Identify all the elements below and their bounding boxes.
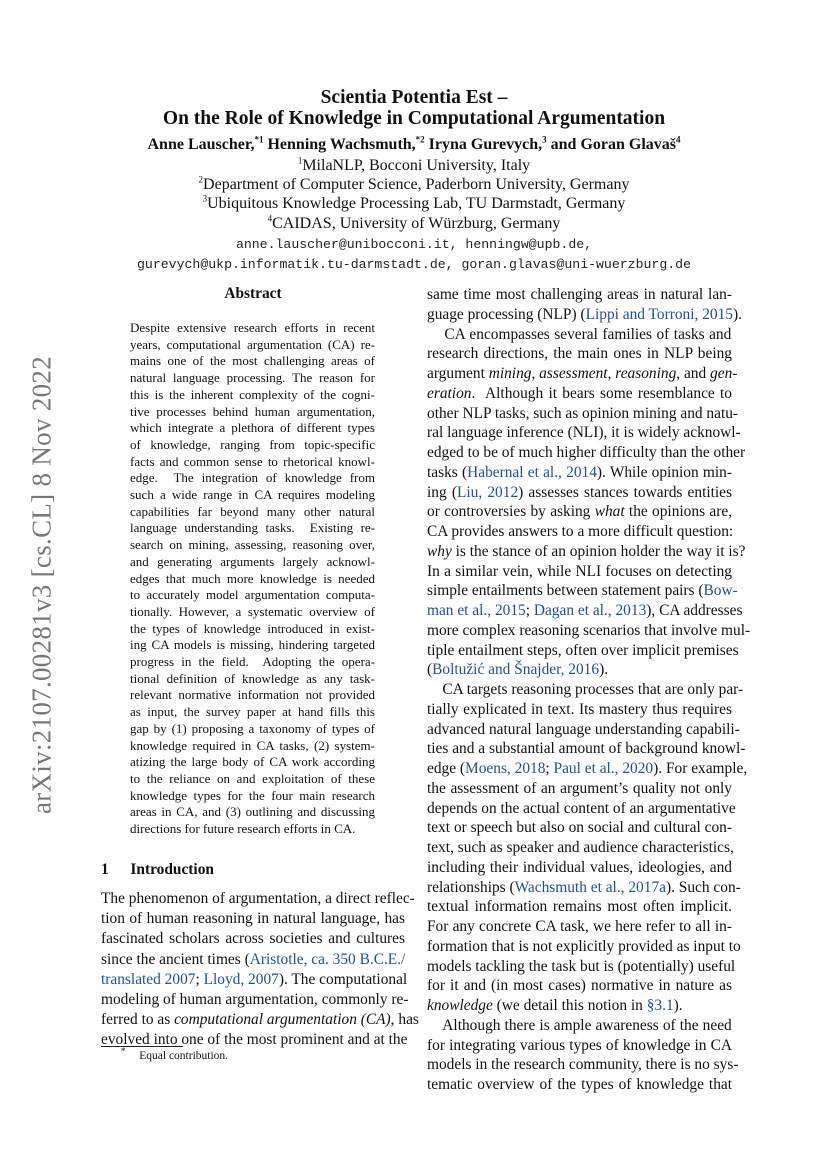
section-heading-introduction — [101, 861, 214, 879]
text-line — [130, 687, 375, 703]
text-run: ). While opinion min- — [596, 463, 732, 481]
text-line — [427, 642, 739, 660]
text-line — [130, 387, 375, 403]
footnote-text: Equal contribution. — [139, 1050, 229, 1062]
text-run: ). Such con- — [665, 878, 741, 896]
text-line — [101, 890, 415, 908]
citation-link[interactable]: Aristotle, ca. 350 B.C.E./ — [249, 950, 406, 968]
text-run: natural language processing. The reason for — [130, 370, 375, 386]
section-title: Introduction — [130, 861, 214, 878]
emphasized-text: knowledge — [427, 997, 493, 1014]
text-run: gap by (1) proposing a taxonomy of types of — [130, 720, 375, 736]
text-line — [427, 464, 732, 482]
text-run: models tackling the task but is (potentially) useful — [427, 957, 736, 975]
text-run: tiple entailment steps, often over implicit premises — [427, 641, 739, 659]
text-line — [130, 470, 375, 486]
text-line — [427, 326, 731, 344]
emphasized-text: mining — [488, 365, 532, 382]
text-run: modeling of human argumentation, commonly re- — [101, 991, 409, 1008]
text-line — [427, 582, 738, 600]
text-run: , — [531, 365, 540, 382]
text-line — [427, 740, 745, 758]
text-line — [427, 385, 732, 403]
text-run: directions for future research efforts in CA. — [130, 821, 356, 836]
text-line — [101, 991, 408, 1009]
text-run: In a similar vein, while NLI focuses on detecting — [427, 562, 732, 580]
text-line — [101, 930, 405, 948]
text-line — [427, 819, 732, 837]
text-run: ; — [195, 970, 204, 988]
text-line — [427, 484, 732, 502]
text-line — [427, 345, 732, 363]
text-line — [130, 404, 375, 420]
text-line — [427, 918, 732, 936]
text-run: ral language inference (NLI), it is widely acknowl- — [427, 424, 741, 442]
text-line — [427, 958, 735, 976]
text-run: is the stance of an opinion holder the way it is? — [451, 542, 746, 560]
text-run: since the ancient times ( — [101, 950, 250, 968]
text-run: advanced natural language understanding capabili- — [427, 720, 740, 738]
citation-link[interactable]: Lloyd, 2007 — [203, 970, 279, 988]
text-run: for integrating various types of knowledge in CA — [427, 1036, 732, 1054]
text-run: edge ( — [427, 760, 466, 777]
affiliation-text: MilaNLP, Bocconi University, Italy — [302, 157, 531, 174]
citation-link[interactable]: Paul et al., 2020 — [553, 760, 654, 777]
text-run: capabilities far beyond many other natural — [130, 503, 375, 519]
text-run: evolved into one of the most prominent and at the — [101, 1031, 408, 1049]
text-run: edge. The integration of knowledge from — [130, 470, 375, 486]
citation-link[interactable]: translated 2007 — [101, 970, 196, 988]
text-run: including their individual values, ideologies, and — [427, 858, 732, 876]
text-line — [427, 286, 732, 304]
affiliation-3 — [0, 195, 828, 213]
text-line — [427, 721, 740, 739]
text-run: , and — [676, 365, 711, 382]
text-line — [427, 405, 738, 423]
text-line — [130, 637, 375, 653]
text-run: fascinated scholars across societies and cultures — [101, 930, 405, 948]
text-line — [130, 821, 355, 837]
text-run: or controversies by asking — [427, 503, 595, 521]
text-run: argument — [427, 365, 489, 382]
author-name: and Goran Glavaš — [546, 136, 677, 153]
author-affiliation-marker: *2 — [415, 134, 425, 145]
footnote-rule — [101, 1046, 183, 1047]
text-run: CA provides answers to a more difficult question: — [427, 523, 734, 540]
text-run: the types of knowledge introduced in exist- — [130, 620, 375, 636]
text-line — [427, 424, 741, 442]
text-run: tasks ( — [427, 463, 468, 481]
citation-link[interactable]: Habernal et al., 2014 — [467, 463, 597, 481]
text-line — [427, 661, 608, 679]
text-line — [130, 454, 375, 470]
text-line — [130, 654, 375, 670]
emphasized-text: eration — [427, 384, 472, 402]
text-line — [427, 898, 732, 916]
text-run: of knowledge, ranging from topic-specific — [130, 436, 375, 452]
text-run: ing CA models is missing, hindering targeted — [130, 637, 375, 653]
text-line — [130, 604, 375, 620]
text-run: guage processing (NLP) ( — [427, 305, 586, 323]
text-line — [427, 1076, 732, 1094]
text-run: ferred to as — [101, 1011, 175, 1029]
author-list — [0, 136, 828, 154]
text-run: areas in CA, and (3) outlining and discussing — [130, 804, 375, 820]
text-run: to the reliance on and exploitation of these — [130, 770, 375, 786]
text-run: Despite extensive research efforts in recent — [130, 320, 375, 335]
text-run: ), CA addresses — [646, 602, 743, 619]
text-line — [427, 701, 732, 719]
text-run: as input, the survey paper at hand fills this — [130, 704, 375, 720]
text-run: and generating arguments largely acknowl- — [130, 553, 375, 569]
text-line — [427, 780, 732, 798]
emphasized-text: assessment — [539, 365, 608, 382]
text-line — [427, 839, 734, 857]
affiliation-marker: 4 — [267, 213, 273, 224]
affiliation-2 — [0, 176, 828, 194]
text-line — [427, 563, 732, 581]
text-run: progress in the field. Adopting the opera- — [130, 654, 375, 669]
text-run: ties and a substantial amount of background knowl- — [427, 740, 746, 758]
emphasized-text: gen- — [710, 365, 738, 382]
paper-title-line-1: Scientia Potentia Est – — [320, 87, 508, 108]
text-line — [130, 804, 375, 820]
text-line — [427, 444, 745, 462]
citation-link[interactable]: Wachsmuth et al., 2017a — [514, 878, 666, 896]
citation-link[interactable]: Boltužić and Šnajder, 2016 — [432, 661, 600, 679]
text-run: search on mining, assessing, reasoning over, — [130, 537, 375, 553]
text-line — [427, 800, 736, 818]
affiliation-text: Department of Computer Science, Paderborn University, Germany — [203, 176, 630, 193]
text-run: same time most challenging areas in natural lan- — [427, 286, 732, 303]
citation-link[interactable]: §3.1 — [646, 997, 674, 1014]
text-line — [130, 504, 375, 520]
text-run: ( — [427, 661, 433, 679]
text-run: CA targets reasoning processes that are only par- — [427, 681, 744, 698]
text-line — [130, 353, 375, 369]
text-run: textual information remains most often implicit. — [427, 898, 732, 916]
text-line — [427, 306, 742, 324]
text-line — [427, 938, 741, 956]
text-run: depends on the actual content of an argumentative — [427, 799, 736, 817]
text-run: text or speech but also on social and cultural con- — [427, 819, 732, 837]
text-run: ). The computational — [278, 970, 408, 988]
text-line — [130, 554, 375, 570]
text-run: , — [607, 365, 616, 382]
text-line — [130, 754, 375, 770]
text-run: tion of human reasoning in natural language, has — [101, 910, 405, 928]
text-line — [101, 910, 405, 928]
text-run: formation that is not explicitly provided as input to — [427, 937, 741, 955]
text-run: knowledge required in CA tasks, (2) system- — [130, 737, 375, 753]
text-run: The phenomenon of argumentation, a direct reflec- — [101, 890, 415, 907]
text-line — [427, 1037, 732, 1055]
text-run: simple entailments between statement pairs ( — [427, 582, 704, 600]
author-affiliation-marker: 3 — [542, 134, 547, 145]
text-run: language understanding tasks. Existing re- — [130, 520, 375, 536]
footnote-marker: * — [121, 1046, 126, 1057]
text-run: Although there is ample awareness of the need — [427, 1016, 732, 1034]
text-line — [130, 520, 375, 536]
text-run: For any concrete CA task, we here refer to all in- — [427, 918, 732, 935]
affiliation-marker: 3 — [202, 193, 208, 204]
text-line — [130, 437, 375, 453]
author-name: Henning Wachsmuth, — [263, 136, 416, 153]
text-run: facts and common sense to rhetorical knowl- — [130, 453, 375, 469]
text-line — [130, 738, 375, 754]
affiliation-4 — [0, 215, 828, 233]
emphasized-text: computational argumentation (CA) — [174, 1011, 391, 1029]
text-line — [427, 622, 750, 640]
citation-link[interactable]: Bow- — [703, 582, 738, 600]
text-run: more complex reasoning scenarios that involve mul- — [427, 621, 751, 639]
text-line — [130, 621, 375, 637]
text-line — [130, 320, 375, 336]
affiliation-marker: 1 — [297, 155, 303, 166]
citation-link[interactable]: man et al., 2015 — [427, 602, 526, 619]
text-run: mains one of the most challenging areas of — [130, 353, 375, 369]
text-run: ; — [545, 760, 554, 777]
text-run: research directions, the main ones in NLP being — [427, 345, 732, 363]
citation-link[interactable]: Moens, 2018 — [465, 760, 546, 777]
text-line — [427, 760, 747, 778]
text-run: tially explicated in text. Its mastery thus requires — [427, 700, 732, 718]
text-line — [427, 681, 743, 699]
affiliation-marker: 2 — [198, 174, 204, 185]
text-run: atizing the large body of CA work according — [130, 754, 375, 770]
author-affiliation-marker: *1 — [254, 134, 264, 145]
text-line — [427, 1056, 738, 1074]
text-line — [130, 370, 375, 386]
text-line — [130, 587, 375, 603]
footnote — [121, 1046, 229, 1062]
citation-link[interactable]: Lippi and Torroni, 2015 — [585, 305, 733, 323]
text-run: edged to be of much higher difficulty than the other — [427, 444, 746, 461]
text-run: the assessment of an argument’s quality not only — [427, 779, 732, 797]
text-run: models in the research community, there is no sys- — [427, 1056, 739, 1074]
abstract-heading: Abstract — [224, 285, 282, 302]
paper-title-line-2: On the Role of Knowledge in Computational Argumentation — [162, 108, 666, 129]
text-run: ing ( — [427, 483, 457, 501]
text-run: ). — [599, 661, 609, 679]
text-run: for it and (in most cases) normative in nature as — [427, 977, 732, 995]
text-run: this is the inherent complexity of the cogni- — [130, 386, 375, 402]
email-line-2: gurevych@ukp.informatik.tu-darmstadt.de, goran.glavas@uni-wuerzburg.de — [137, 257, 691, 272]
text-line — [130, 771, 375, 787]
affiliation-text: Ubiquitous Knowledge Processing Lab, TU Darmstadt, Germany — [207, 195, 626, 212]
text-line — [427, 365, 737, 383]
text-run: ). — [673, 997, 683, 1014]
affiliation-text: CAIDAS, University of Würzburg, Germany — [272, 215, 561, 232]
author-name: Anne Lauscher, — [147, 136, 255, 153]
text-run: to accurately model argumentation computa- — [130, 587, 375, 603]
text-line — [130, 721, 375, 737]
text-run: tive processes behind human argumentation, — [130, 403, 375, 419]
text-run: ) assesses stances towards entities — [518, 483, 732, 501]
text-run: (we detail this notion in — [492, 997, 647, 1014]
arxiv-identifier: arXiv:2107.00281v3 [cs.CL] 8 Nov 2022 — [26, 355, 57, 815]
text-run: . Although it bears some resemblance to — [471, 384, 732, 402]
text-line — [130, 337, 375, 353]
text-run: which integrate a plethora of different types — [130, 420, 375, 436]
text-line — [427, 503, 732, 521]
emphasized-text: what — [594, 503, 625, 521]
text-line — [101, 971, 407, 989]
text-line — [427, 997, 683, 1015]
text-line — [130, 704, 375, 720]
text-run: relevant normative information not provided — [130, 687, 375, 703]
text-run: tionally. However, a systematic overview of — [130, 603, 375, 619]
text-run: other NLP tasks, such as opinion mining and natu- — [427, 404, 739, 422]
citation-link[interactable]: Dagan et al., 2013 — [533, 602, 647, 619]
text-run: ; — [525, 602, 534, 619]
text-line — [427, 977, 732, 995]
affiliation-1 — [0, 157, 828, 175]
text-line — [130, 571, 375, 587]
text-line — [130, 788, 375, 804]
text-run: edges that much more knowledge is needed — [130, 570, 375, 586]
text-line — [101, 1011, 419, 1029]
text-run: knowledge types for the four main research — [130, 787, 375, 803]
text-line — [427, 543, 745, 561]
section-number: 1 — [101, 861, 109, 878]
text-run: years, computational argumentation (CA) re- — [130, 336, 375, 352]
text-line — [130, 537, 375, 553]
text-line — [130, 487, 375, 503]
text-run: tematic overview of the types of knowledge that — [427, 1076, 732, 1093]
citation-link[interactable]: Liu, 2012 — [456, 483, 519, 501]
text-run: relationships ( — [427, 878, 515, 896]
text-run: ). For example, — [653, 760, 748, 777]
text-line — [427, 879, 741, 897]
text-run: , has — [390, 1011, 419, 1029]
text-line — [427, 1017, 732, 1035]
author-name: Iryna Gurevych, — [424, 136, 543, 153]
author-affiliation-marker: 4 — [676, 134, 681, 145]
text-line — [101, 951, 405, 969]
text-run: ). — [732, 305, 742, 323]
emphasized-text: why — [427, 542, 452, 560]
text-run: CA encompasses several families of tasks and — [427, 325, 732, 343]
text-run: the opinions are, — [624, 503, 733, 521]
text-line — [427, 859, 732, 877]
text-line — [130, 671, 375, 687]
text-run: tional definition of knowledge as any task- — [130, 670, 375, 686]
text-line — [427, 523, 733, 541]
text-line — [130, 420, 375, 436]
text-run: such a wide range in CA requires modeling — [130, 487, 375, 502]
text-run: text, such as speaker and audience characteristics, — [427, 839, 734, 856]
text-line — [427, 602, 742, 620]
emphasized-text: reasoning — [615, 365, 677, 382]
email-line-1: anne.lauscher@unibocconi.it, henningw@upb.de, — [235, 237, 593, 252]
